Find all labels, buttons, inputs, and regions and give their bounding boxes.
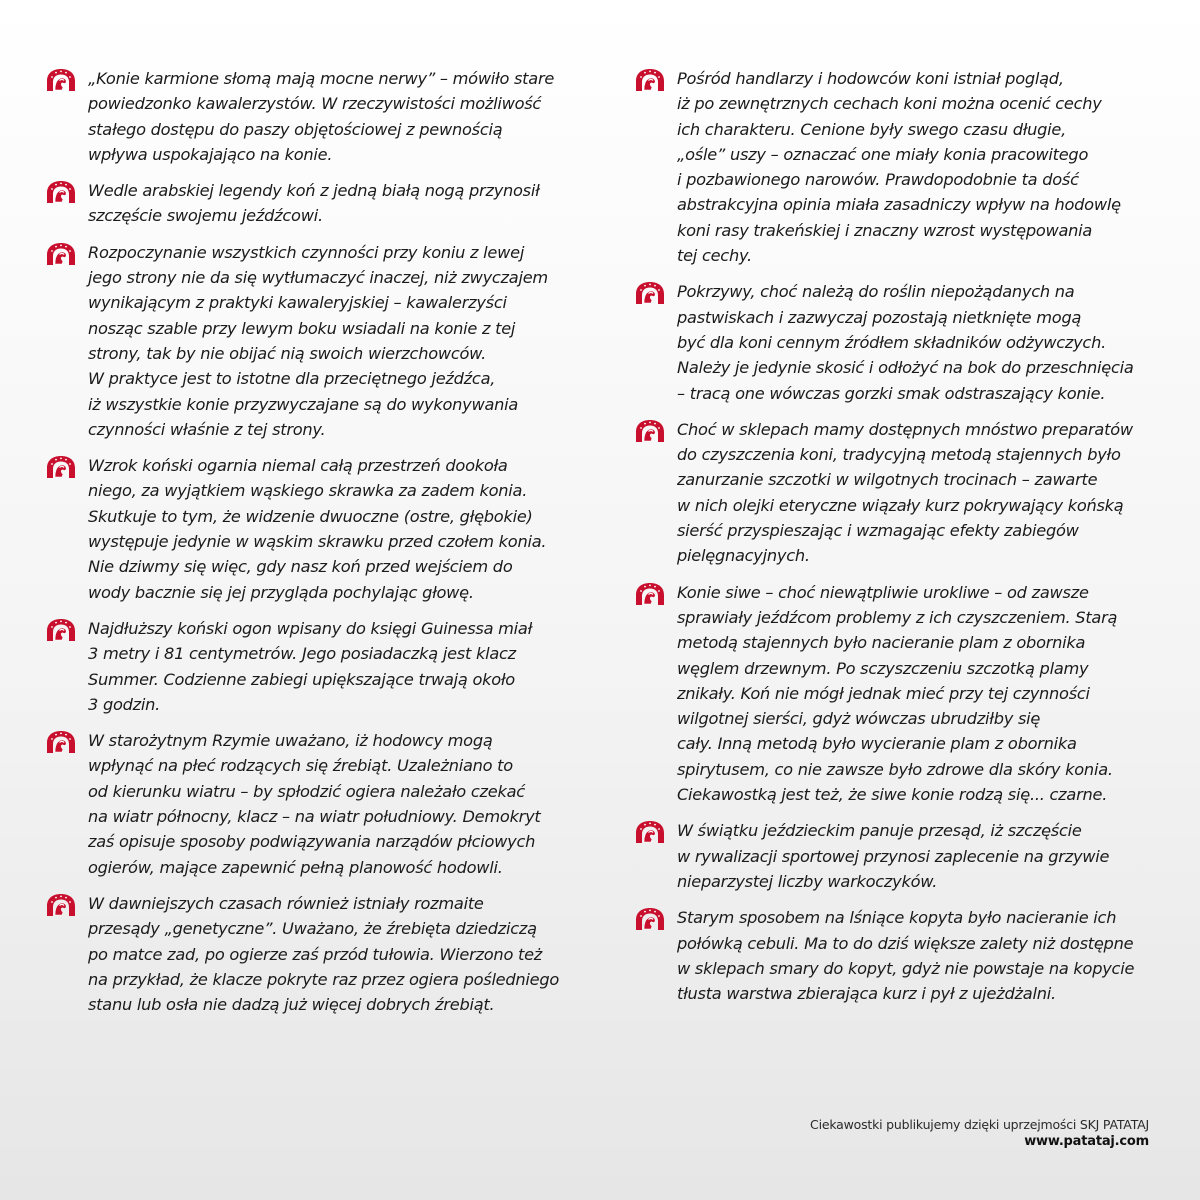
- fact-text-line: przesądy „genetyczne”. Uważano, że źrebięta dziedziczą: [88, 919, 537, 939]
- fact-text-line: połówką cebuli. Ma to do dziś większe zalety niż dostępne: [677, 933, 1134, 953]
- fact-text-line: szczęście swojemu jeźdźcowi.: [88, 206, 323, 226]
- fact-text-line: koni rasy trakeńskiej i znaczny wzrost występowania: [677, 220, 1093, 240]
- footer-credit: Ciekawostki publikujemy dzięki uprzejmości SKJ PATATAJ: [810, 1117, 1149, 1132]
- fact-item: [46, 66, 576, 167]
- horseshoe-horse-icon: [635, 419, 665, 443]
- fact-text-line: wpłynąć na płeć rodzących się źrebiąt. Uzależniano to: [88, 756, 513, 776]
- fact-text-line: „ośle” uszy – oznaczać one miały konia pracowitego: [677, 144, 1089, 164]
- horseshoe-horse-icon: [46, 730, 76, 754]
- fact-text-line: pastwiskach i zazwyczaj pozostają nietknięte mogą: [677, 307, 1082, 327]
- fact-item: [635, 818, 1165, 894]
- fact-text-line: tej cechy.: [677, 246, 752, 266]
- horseshoe-horse-icon: [635, 68, 665, 92]
- horseshoe-horse-icon: [635, 820, 665, 844]
- fact-item: [635, 580, 1165, 808]
- horseshoe-horse-icon: [46, 242, 76, 266]
- fact-text-line: spirytusem, co nie zawsze było zdrowe dla skóry konia.: [677, 759, 1113, 779]
- fact-text-line: nieparzystej liczby warkoczyków.: [677, 871, 938, 891]
- horseshoe-horse-icon: [46, 68, 76, 92]
- footer-url-link[interactable]: www.patataj.com: [1024, 1134, 1149, 1149]
- fact-text-line: Najdłuższy koński ogon wpisany do księgi Guinessa miał: [88, 618, 532, 638]
- fact-text-line: Choć w sklepach mamy dostępnych mnóstwo preparatów: [677, 419, 1133, 439]
- fact-text-line: powiedzonko kawalerzystów. W rzeczywistości możliwość: [88, 94, 542, 114]
- fact-text-line: „Konie karmione słomą mają mocne nerwy” – mówiło stare: [88, 69, 555, 88]
- fact-text-line: wpływa uspokajająco na konie.: [88, 144, 333, 164]
- horseshoe-horse-icon: [46, 893, 76, 917]
- fact-item: [635, 905, 1165, 1006]
- fact-text-line: W dawniejszych czasach również istniały rozmaite: [88, 893, 484, 913]
- fact-text-line: pielęgnacyjnych.: [677, 546, 810, 566]
- horseshoe-horse-icon: [635, 582, 665, 606]
- horseshoe-horse-icon: [635, 907, 665, 931]
- right-column: [635, 66, 1165, 1017]
- fact-text-line: Nie dziwmy się więc, gdy nasz koń przed wejściem do: [88, 557, 513, 577]
- fact-text-line: niego, za wyjątkiem wąskiego skrawka za zadem konia.: [88, 481, 528, 501]
- horseshoe-horse-icon: [635, 68, 665, 92]
- horseshoe-horse-icon: [46, 455, 76, 479]
- fact-text-line: w rywalizacji sportowej przynosi zaplecenie na grzywie: [677, 846, 1110, 866]
- fact-item: [46, 178, 576, 229]
- fact-text-line: węglem drzewnym. Po sczyszczeniu szczotką plamy: [677, 658, 1089, 678]
- fact-item: [46, 616, 576, 717]
- fact-text-line: cały. Inną metodą było wycieranie plam z obornika: [677, 734, 1077, 754]
- horseshoe-horse-icon: [635, 419, 665, 443]
- fact-text-line: od kierunku wiatru – by spłodzić ogiera należało czekać: [88, 781, 525, 801]
- fact-item: [46, 453, 576, 605]
- fact-text-line: Starym sposobem na lśniące kopyta było nacieranie ich: [677, 908, 1117, 928]
- horseshoe-horse-icon: [46, 618, 76, 642]
- fact-text-line: tłusta warstwa zbierająca kurz i pył z ujeżdżalni.: [677, 984, 1056, 1004]
- fact-item: [635, 279, 1165, 405]
- fact-text-line: na przykład, że klacze pokryte raz przez ogiera pośledniego: [88, 969, 560, 989]
- fact-text-line: W praktyce jest to istotne dla przeciętnego jeźdźca,: [88, 369, 496, 389]
- horseshoe-horse-icon: [46, 455, 76, 479]
- fact-item: [46, 891, 576, 1017]
- fact-text-line: nosząc szable przy lewym boku wsiadali na konie z tej: [88, 318, 516, 338]
- fact-text-line: Summer. Codzienne zabiegi upiększające trwają około: [88, 669, 515, 689]
- fact-text-line: w sklepach smary do kopyt, gdyż nie powstaje na kopycie: [677, 958, 1135, 978]
- fact-text-line: znikały. Koń nie mógł jednak mieć przy tej czynności: [677, 683, 1090, 703]
- horseshoe-horse-icon: [46, 242, 76, 266]
- fact-text-line: być dla koni cennym źródłem składników odżywczych.: [677, 332, 1106, 352]
- horseshoe-horse-icon: [46, 180, 76, 204]
- fact-text-line: Pokrzywy, choć należą do roślin niepożądanych na: [677, 282, 1075, 302]
- horseshoe-horse-icon: [46, 618, 76, 642]
- fact-text-line: wilgotnej sierści, gdyż wówczas ubrudziłby się: [677, 709, 1041, 729]
- fact-text-line: Wedle arabskiej legendy koń z jedną białą nogą przynosił: [88, 181, 540, 201]
- fact-text-line: na wiatr północny, klacz – na wiatr południowy. Demokryt: [88, 807, 541, 827]
- fact-text-line: zaś opisuje sposoby podwiązywania narządów płciowych: [88, 832, 536, 852]
- fact-text-line: W świątku jeździeckim panuje przesąd, iż szczęście: [677, 821, 1082, 841]
- fact-text-line: stałego dostępu do paszy objętościowej z pewnością: [88, 119, 503, 139]
- fact-text-line: Należy je jedynie skosić i odłożyć na bok do przeschnięcia: [677, 358, 1134, 378]
- horseshoe-horse-icon: [635, 582, 665, 606]
- fact-item: [46, 240, 576, 442]
- fact-text-line: W starożytnym Rzymie uważano, iż hodowcy mogą: [88, 731, 493, 751]
- fact-text-line: czynności właśnie z tej strony.: [88, 419, 326, 439]
- fact-text-line: zanurzanie szczotki w wilgotnych trocinach – zawarte: [677, 470, 1098, 490]
- fact-text-line: Rozpoczynanie wszystkich czynności przy koniu z lewej: [88, 242, 525, 262]
- fact-text-line: 3 metry i 81 centymetrów. Jego posiadaczką jest klacz: [88, 644, 516, 664]
- horseshoe-horse-icon: [635, 907, 665, 931]
- horseshoe-horse-icon: [635, 281, 665, 305]
- fact-text-line: wody bacznie się jej przygląda pochylając głowę.: [88, 582, 474, 602]
- fact-text-line: po matce zad, po ogierze zaś przód tułowia. Wierzono też: [88, 944, 543, 964]
- fact-text-line: Ciekawostką jest też, że siwe konie rodzą się... czarne.: [677, 785, 1108, 805]
- fact-text-line: ogierów, mające zapewnić pełną planowość hodowli.: [88, 857, 503, 877]
- fact-text-line: sierść przyspieszając i wzmagając efekty zabiegów: [677, 521, 1079, 541]
- fact-text-line: Pośród handlarzy i hodowców koni istniał pogląd,: [677, 69, 1064, 88]
- horseshoe-horse-icon: [46, 68, 76, 92]
- fact-text-line: iż wszystkie konie przyzwyczajane są do wykonywania: [88, 394, 519, 414]
- fact-text-line: do czyszczenia koni, tradycyjną metodą stajennych było: [677, 445, 1121, 465]
- fact-text-line: jego strony nie da się wytłumaczyć inaczej, niż zwyczajem: [88, 268, 548, 288]
- horseshoe-horse-icon: [635, 820, 665, 844]
- fact-text-line: – tracą one wówczas gorzki smak odstraszający konie.: [677, 383, 1106, 403]
- fact-text-line: występuje jedynie w wąskim skrawku przed czołem konia.: [88, 532, 547, 552]
- left-column: [46, 66, 576, 1028]
- fact-text-line: Wzrok koński ogarnia niemal całą przestrzeń dookoła: [88, 456, 508, 476]
- fact-item: [635, 66, 1165, 268]
- fact-text-line: iż po zewnętrznych cechach koni można ocenić cechy: [677, 94, 1102, 114]
- fact-text-line: i pozbawionego narowów. Prawdopodobnie ta dość: [677, 170, 1079, 190]
- fact-text-line: Skutkuje to tym, że widzenie dwuoczne (ostre, głębokie): [88, 506, 533, 526]
- horseshoe-horse-icon: [46, 893, 76, 917]
- footer: [810, 1116, 1149, 1150]
- horseshoe-horse-icon: [635, 281, 665, 305]
- fact-item: [635, 417, 1165, 569]
- fact-text-line: stanu lub osła nie dadzą już więcej dobrych źrebiąt.: [88, 995, 495, 1015]
- fact-text-line: strony, tak by nie obijać nią swoich wierzchowców.: [88, 343, 487, 363]
- fact-text-line: Konie siwe – choć niewątpliwie urokliwe – od zawsze: [677, 582, 1089, 602]
- fact-text-line: 3 godzin.: [88, 694, 161, 714]
- fact-item: [46, 728, 576, 880]
- fact-text-line: w nich olejki eteryczne wiązały kurz pokrywający końską: [677, 495, 1124, 515]
- fact-text-line: sprawiały jeźdźcom problemy z ich czyszczeniem. Starą: [677, 607, 1118, 627]
- fact-text-line: metodą stajennych było nacieranie plam z obornika: [677, 633, 1086, 653]
- horseshoe-horse-icon: [46, 730, 76, 754]
- fact-text-line: ich charakteru. Cenione były swego czasu długie,: [677, 119, 1067, 139]
- fact-text-line: abstrakcyjna opinia miała zasadniczy wpływ na hodowlę: [677, 195, 1121, 215]
- fact-text-line: wynikającym z praktyki kawaleryjskiej – kawalerzyści: [88, 293, 507, 313]
- horseshoe-horse-icon: [46, 180, 76, 204]
